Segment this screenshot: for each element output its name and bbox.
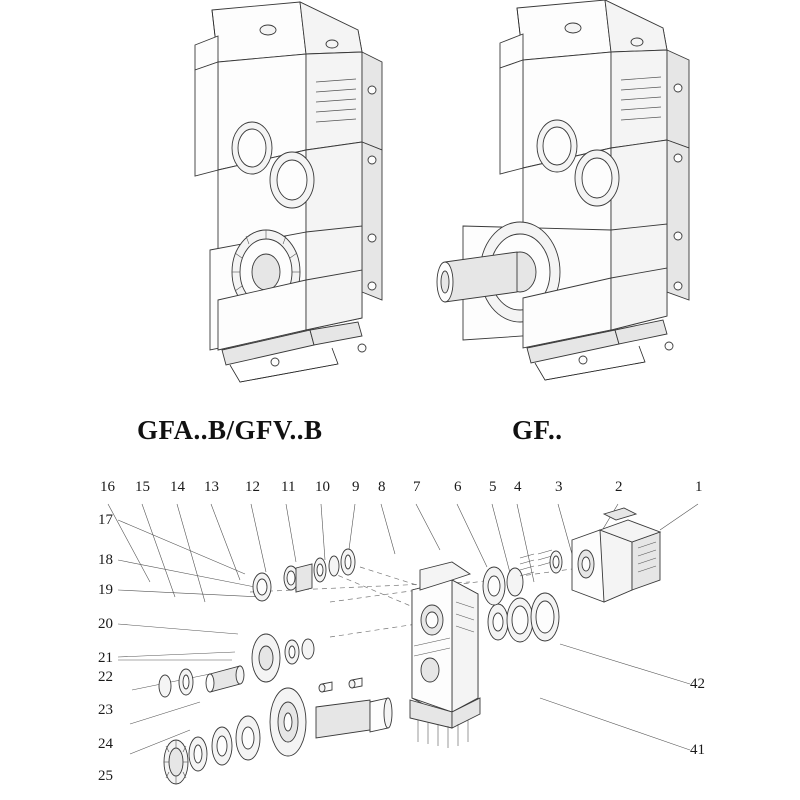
callout-3: 3 (555, 479, 563, 495)
callout-13: 13 (204, 479, 219, 495)
callout-12: 12 (245, 479, 260, 495)
gearbox-left-drawing (100, 0, 400, 400)
callout-10: 10 (315, 479, 330, 495)
callout-18: 18 (98, 552, 113, 568)
callout-4: 4 (514, 479, 522, 495)
caption-right: GF.. (512, 415, 563, 445)
callout-41: 41 (690, 742, 705, 758)
callout-23: 23 (98, 702, 113, 718)
callout-16: 16 (100, 479, 115, 495)
callout-19: 19 (98, 582, 113, 598)
callout-42: 42 (690, 676, 705, 692)
callout-17: 17 (98, 512, 113, 528)
figure-gf (405, 0, 725, 400)
callout-9: 9 (352, 479, 360, 495)
exploded-assembly-drawing (0, 462, 800, 800)
callout-15: 15 (135, 479, 150, 495)
callout-14: 14 (170, 479, 185, 495)
callout-5: 5 (489, 479, 497, 495)
callout-20: 20 (98, 616, 113, 632)
callout-6: 6 (454, 479, 462, 495)
callout-21: 21 (98, 650, 113, 666)
exploded-assembly-figure (0, 462, 800, 800)
callout-8: 8 (378, 479, 386, 495)
callout-25: 25 (98, 768, 113, 784)
callout-11: 11 (281, 479, 296, 495)
callout-7: 7 (413, 479, 421, 495)
gearbox-right-drawing (405, 0, 725, 400)
callout-24: 24 (98, 736, 113, 752)
callout-2: 2 (615, 479, 623, 495)
callout-22: 22 (98, 669, 113, 685)
callout-1: 1 (695, 479, 703, 495)
figure-gfab-gfvb (100, 0, 400, 400)
caption-left: GFA..B/GFV..B (137, 415, 323, 445)
